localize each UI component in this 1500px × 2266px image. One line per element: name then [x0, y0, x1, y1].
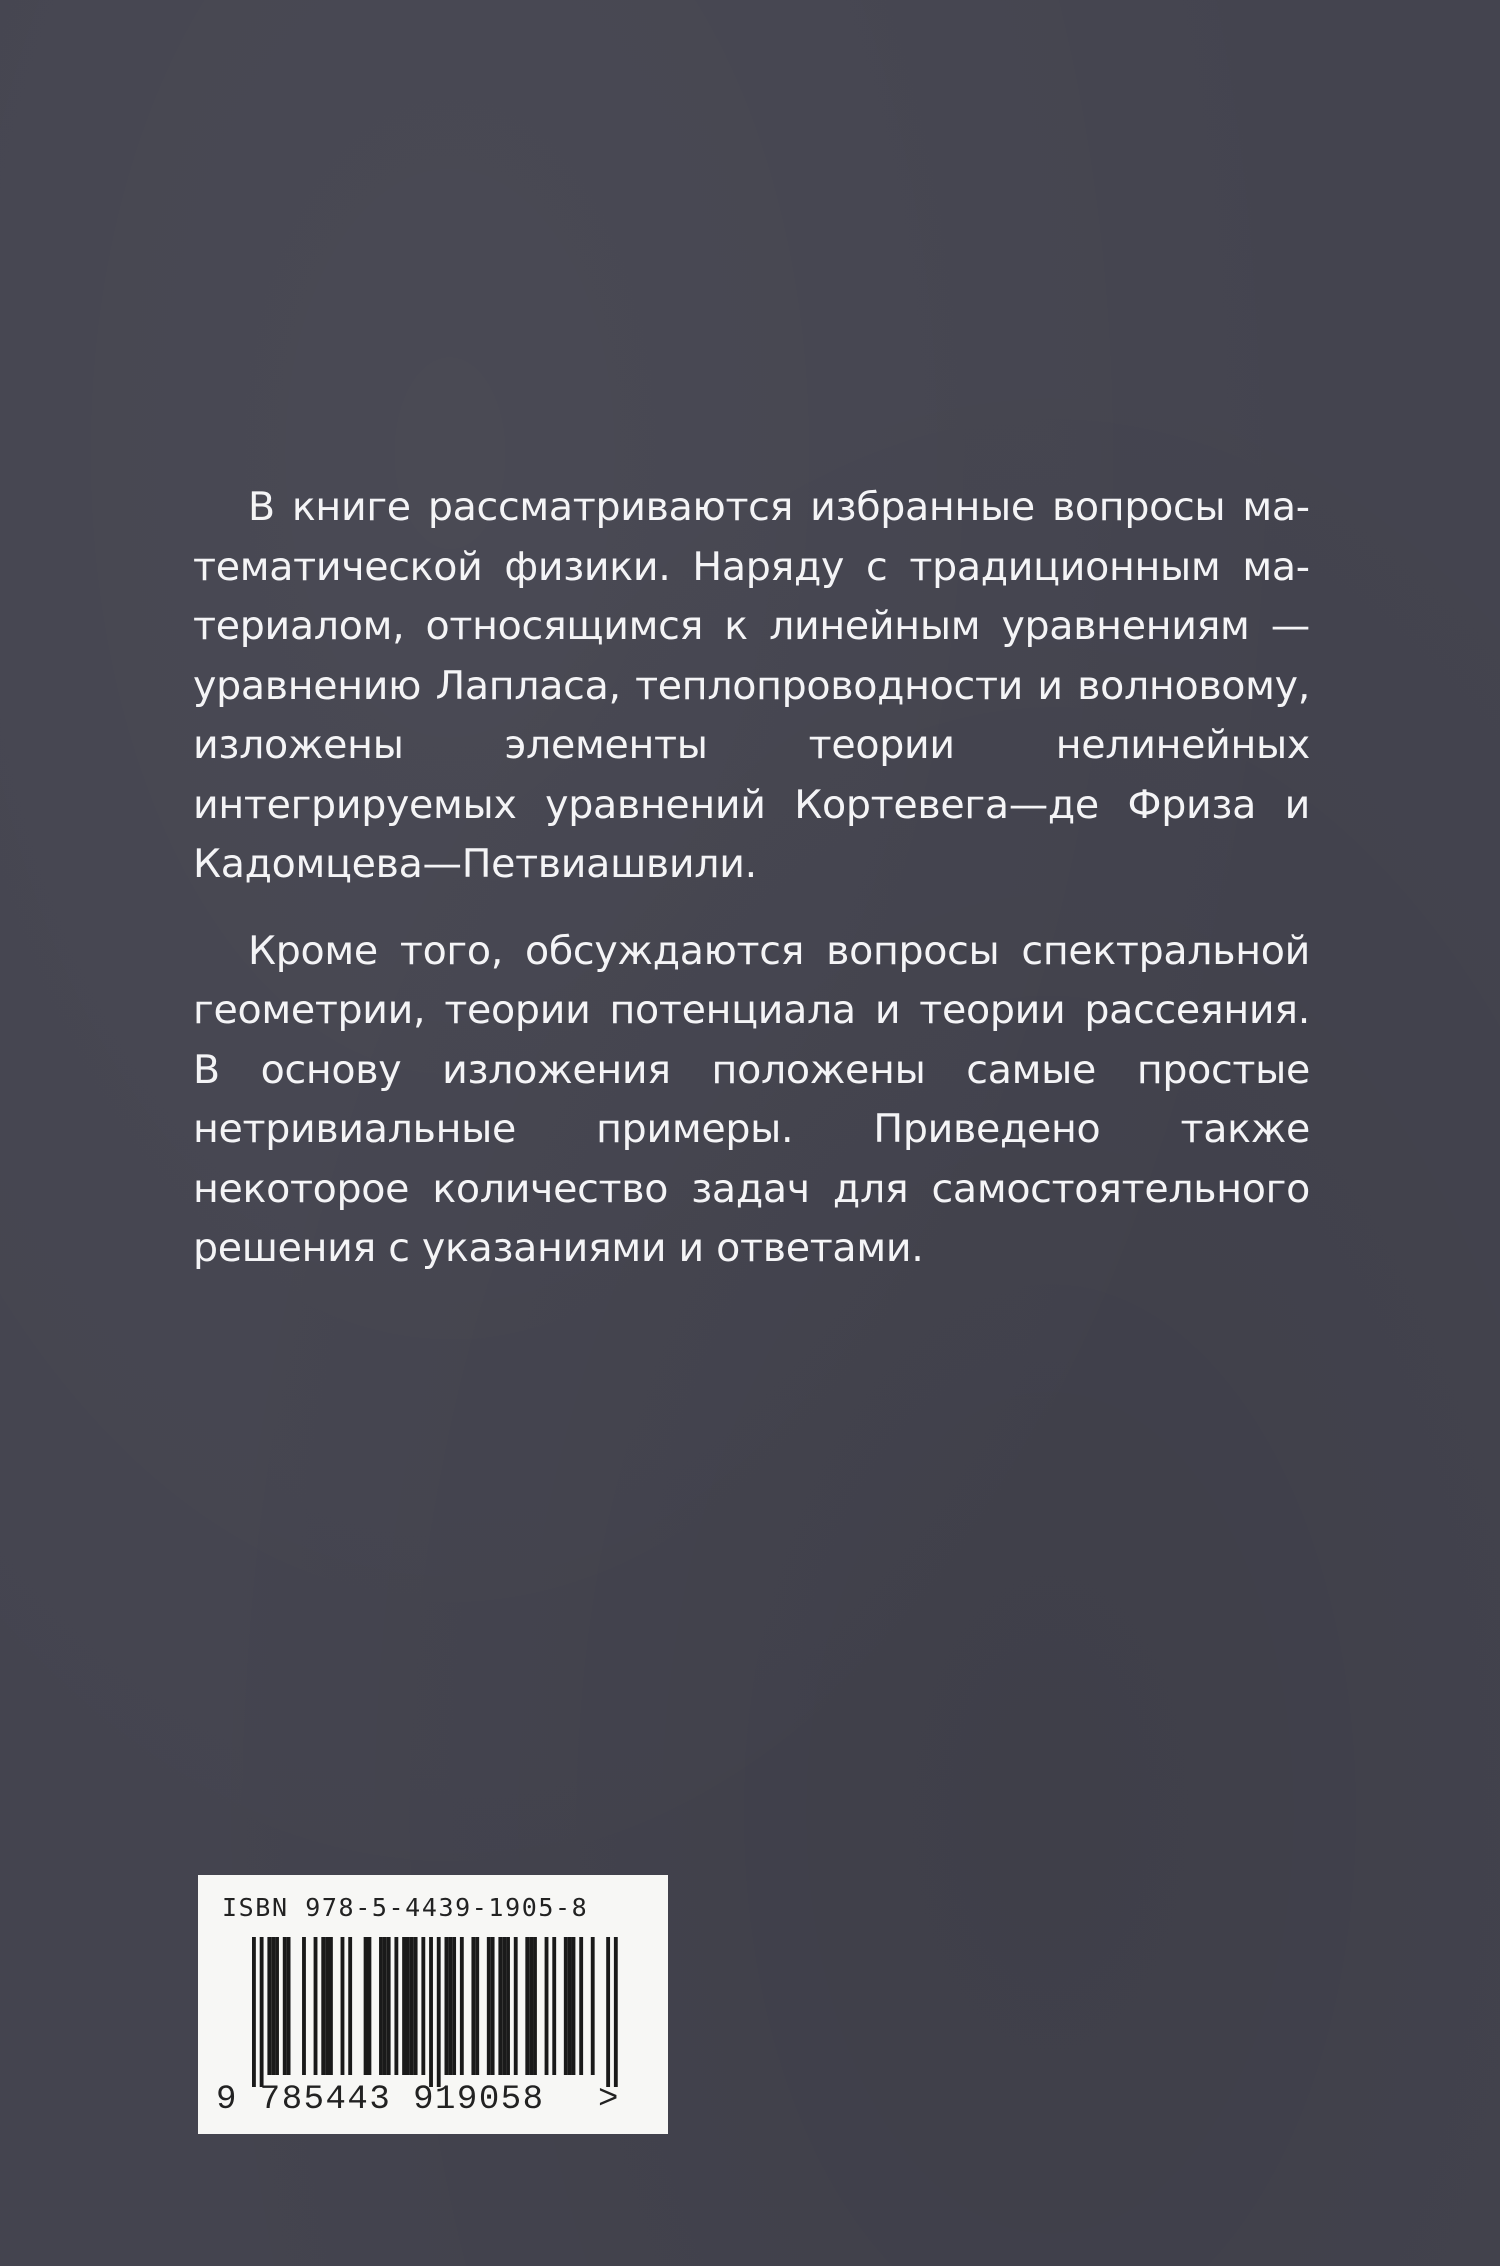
barcode-bar	[529, 1937, 533, 2075]
isbn-number: ISBN 978-5-4439-1905-8	[222, 1893, 589, 1922]
barcode-bar	[514, 1937, 518, 2075]
barcode-bar	[475, 1937, 479, 2075]
barcode-bar	[552, 1937, 556, 2075]
barcode-bar	[368, 1937, 372, 2075]
barcode-bar	[271, 1937, 275, 2075]
barcode-bar	[394, 1937, 398, 2075]
barcode-bar	[383, 1937, 387, 2075]
book-description	[193, 478, 1310, 1306]
barcode-bar	[364, 1937, 368, 2075]
barcode-bar	[471, 1937, 475, 2075]
barcode-bar	[348, 1937, 352, 2075]
barcode-bar	[614, 1937, 618, 2087]
barcode-bar	[506, 1937, 510, 2075]
barcode-bar	[460, 1937, 464, 2075]
description-paragraph-1: В книге рассматриваются избранные вопросы математической физики. Наряду с традиционным материалом, относящимся к линейным уравнениям — уравнению Лапласа, теплопроводности и волновому, изложены элементы теории нелинейных интегрируемых уравнений Кортевега—де Фриза и Кадомцева—Петвиашвили.	[193, 484, 1310, 887]
barcode-bar	[325, 1937, 329, 2075]
barcode-bar	[406, 1937, 410, 2075]
barcode-bar	[275, 1937, 279, 2075]
barcode-bar	[387, 1937, 391, 2075]
barcode-bar	[341, 1937, 345, 2075]
barcode-bar	[564, 1937, 568, 2075]
barcode-bar	[452, 1937, 456, 2075]
barcode-bar	[260, 1937, 264, 2087]
barcode-bar	[533, 1937, 537, 2075]
barcode-bar	[591, 1937, 595, 2075]
barcode-bar	[606, 1937, 610, 2087]
barcode-bar	[498, 1937, 502, 2075]
barcode-bar	[445, 1937, 449, 2075]
barcode-bar	[379, 1937, 383, 2075]
barcode-bar	[448, 1937, 452, 2075]
barcode-bar	[502, 1937, 506, 2075]
description-paragraph-2: Кроме того, обсуждаются вопросы спектральной геометрии, теории потенциала и теории рассеяния. В основу изложения положены самые простые нетривиальные примеры. Приведено также некоторое количество задач для самостоятельного решения с указаниями и ответами.	[193, 927, 1310, 1271]
barcode-arrow: >	[598, 2081, 619, 2119]
barcode-bar	[302, 1937, 306, 2075]
barcode-bar	[545, 1937, 549, 2075]
barcode-digits: 9 785443 919058	[216, 2081, 545, 2119]
barcode-bar	[252, 1937, 256, 2087]
barcode-bar	[491, 1937, 495, 2075]
barcode-bar	[487, 1937, 491, 2075]
barcode-bar	[287, 1937, 291, 2075]
barcode-bar	[568, 1937, 572, 2075]
isbn-barcode-label	[198, 1875, 668, 2134]
barcode-bar	[283, 1937, 287, 2075]
barcode-bar	[525, 1937, 529, 2075]
barcode-bar	[579, 1937, 583, 2075]
barcode-image	[222, 1937, 642, 2087]
barcode-bar	[410, 1937, 414, 2075]
barcode-bar	[321, 1937, 325, 2075]
barcode-bar	[402, 1937, 406, 2075]
barcode-bar	[329, 1937, 333, 2075]
barcode-bar	[314, 1937, 318, 2075]
barcode-bar	[421, 1937, 425, 2075]
barcode-bar	[437, 1937, 441, 2087]
barcode-bar	[267, 1937, 271, 2075]
barcode-bar	[429, 1937, 433, 2087]
barcode-bar	[572, 1937, 576, 2075]
barcode-bar	[414, 1937, 418, 2075]
